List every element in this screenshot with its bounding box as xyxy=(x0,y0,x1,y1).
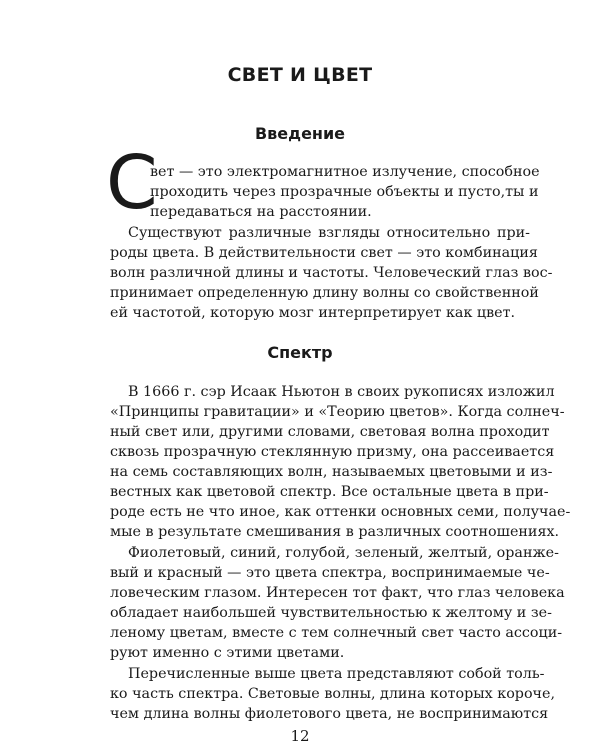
spectrum-line: на семь составляющих волн, называемых цветовыми и из- xyxy=(110,464,553,480)
intro-line: передаваться на расстоянии. xyxy=(150,204,372,220)
intro-line: ей частотой, которую мозг интерпретирует как цвет. xyxy=(110,305,516,321)
spectrum-line: Фиолетовый, синий, голубой, зеленый, желтый, оранже- xyxy=(128,545,559,561)
spectrum-line: вестных как цветовой спектр. Все остальные цвета в при- xyxy=(110,484,549,500)
intro-line: проходить через прозрачные объекты и пусто,ты и xyxy=(150,184,539,200)
spectrum-line: ный свет или, другими словами, световая волна проходит xyxy=(110,424,550,440)
intro-line: Существуют различные взгляды относительно при- xyxy=(128,225,530,241)
drop-cap: С xyxy=(106,140,158,226)
spectrum-line: обладает наибольшей чувствительностью к желтому и зе- xyxy=(110,605,552,621)
spectrum-line: Перечисленные выше цвета представляют собой толь- xyxy=(128,666,545,682)
intro-line: принимает определенную длину волны со свойственной xyxy=(110,285,539,301)
spectrum-line: «Принципы гравитации» и «Теорию цветов». Когда солнеч- xyxy=(110,404,565,420)
spectrum-line: ко часть спектра. Световые волны, длина которых короче, xyxy=(110,686,556,702)
intro-line: волн различной длины и частоты. Человеческий глаз вос- xyxy=(110,265,553,281)
spectrum-line: ловеческим глазом. Интересен тот факт, что глаз человека xyxy=(110,585,565,601)
spectrum-line: мые в результате смешивания в различных соотношениях. xyxy=(110,524,560,540)
intro-line: вет — это электромагнитное излучение, способное xyxy=(150,164,540,180)
spectrum-line: вый и красный — это цвета спектра, воспринимаемые че- xyxy=(110,565,550,581)
spectrum-line: леному цветам, вместе с тем солнечный свет часто ассоци- xyxy=(110,625,563,641)
section-heading-spectrum: Спектр xyxy=(267,343,333,362)
spectrum-line: руют именно с этими цветами. xyxy=(110,645,345,661)
spectrum-line: В 1666 г. сэр Исаак Ньютон в своих рукописях изложил xyxy=(128,384,555,400)
spectrum-line: сквозь прозрачную стеклянную призму, она рассеивается xyxy=(110,444,555,460)
intro-line: роды цвета. В действительности свет — это комбинация xyxy=(110,245,538,261)
section-heading-intro: Введение xyxy=(254,124,346,143)
spectrum-line: роде есть не что иное, как оттенки основных семи, получае- xyxy=(110,504,571,520)
spectrum-line: чем длина волны фиолетового цвета, не воспринимаются xyxy=(110,706,549,722)
page-number: 12 xyxy=(290,727,310,745)
page-title: СВЕТ И ЦВЕТ xyxy=(227,64,373,86)
